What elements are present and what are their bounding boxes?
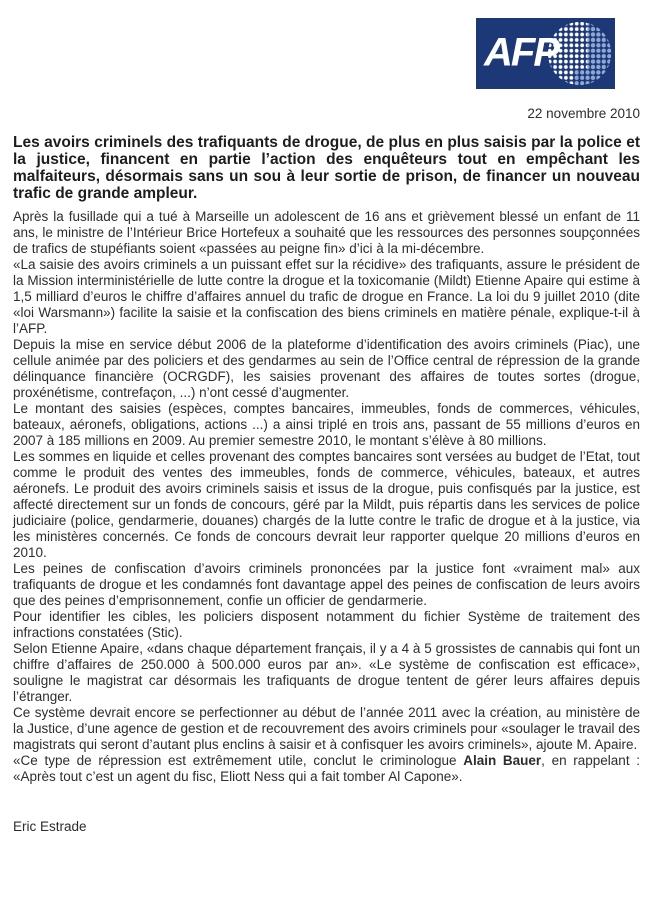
article-body xyxy=(13,209,640,785)
paragraph xyxy=(13,209,640,257)
text-segment: Le montant des saisies (espèces, comptes bancaires, immeubles, fonds de commerces, véhicules, bateaux, aéronefs, obligations, actions ...) a ainsi triplé en trois ans, passant de 55 millions d’euros en 2007 à 185 millions en 2009. Au premier semestre 2010, le montant s’élève à 80 millions. xyxy=(13,401,640,448)
text-segment: Les peines de confiscation d’avoirs criminels prononcées par la justice font «vraiment mal» aux trafiquants de drogue et les condamnés font davantage appel des peines de confiscation de leurs avoirs que des peines d’emprisonnement, confie un officier de gendarmerie. xyxy=(13,561,640,608)
paragraph xyxy=(13,257,640,337)
text-segment: Après la fusillade qui a tué à Marseille un adolescent de 16 ans et grièvement blessé un enfant de 11 ans, le ministre de l’Intérieur Brice Hortefeux a souhaité que les ressources des personnes soupçonnées de trafics de stupéfiants soient «passées au peigne fin» d’ici à la mi-décembre. xyxy=(13,209,640,256)
text-segment: Selon Etienne Apaire, «dans chaque département français, il y a 4 à 5 grossistes de cannabis qui font un chiffre d’affaires de 250.000 à 500.000 euros par an». «Le système de confiscation est efficace», souligne le magistrat car désormais les trafiquants de drogue tentent de gérer leurs affaires depuis l’étranger. xyxy=(13,641,640,704)
header xyxy=(13,18,640,121)
article-headline: Les avoirs criminels des trafiquants de drogue, de plus en plus saisis par la police et la justice, financent en partie l’action des enquêteurs tout en empêchant les malfaiteurs, désormais sans un sou à leur sortie de prison, de financer un nouveau trafic de grande ampleur. xyxy=(13,134,640,202)
paragraph xyxy=(13,337,640,401)
paragraph xyxy=(13,641,640,705)
document-date: 22 novembre 2010 xyxy=(527,106,640,121)
paragraph xyxy=(13,401,640,449)
afp-logo-text: AFP xyxy=(484,29,558,74)
text-segment: Les sommes en liquide et celles provenant des comptes bancaires sont versées au budget de l’Etat, tout comme le produit des ventes des immeubles, fonds de commerce, véhicules, bateaux, et autres aéronefs. Le produit des avoirs criminels saisis et issus de la drogue, puis confisqués par la justice, est affecté directement sur un fonds de concours, géré par la Mildt, puis répartis dans les services de police judiciaire (police, gendarmerie, douanes) chargés de la lutte contre le trafic de drogue et à la justice, via les ministères concernés. Ce fonds de concours devrait leur rapporter quelque 20 millions d’euros en 2010. xyxy=(13,449,640,560)
author-byline: Eric Estrade xyxy=(13,819,87,834)
paragraph xyxy=(13,609,640,641)
text-segment: «Ce type de répression est extrêmement utile, conclut le criminologue xyxy=(13,753,464,768)
paragraph xyxy=(13,753,640,785)
text-segment: , en rappelant : «Après tout c’est un agent du fisc, Eliott Ness qui a fait tomber Al Capone». xyxy=(13,753,640,784)
text-segment: Pour identifier les cibles, les policiers disposent notamment du fichier Système de traitement des infractions constatées (Stic). xyxy=(13,609,640,640)
paragraph xyxy=(13,561,640,609)
text-segment: «La saisie des avoirs criminels a un puissant effet sur la récidive» des trafiquants, assure le président de la Mission interministérielle de lutte contre la drogue et la toxicomanie (Mildt) Etienne Apaire qui estime à 1,5 milliard d’euros le chiffre d’affaires annuel du trafic de drogue en France. La loi du 9 juillet 2010 (dite «loi Warsmann») facilite la saisie et la confiscation des biens criminels en matière pénale, explique-t-il à l’AFP. xyxy=(13,257,640,336)
bold-text: Alain Bauer xyxy=(463,753,542,768)
text-segment: Ce système devrait encore se perfectionner au début de l’année 2011 avec la création, au ministère de la Justice, d’une agence de gestion et de recouvrement des avoirs criminels pour «soulager le travail des magistrats qui seront d’autant plus enclins à saisir et à confisquer les avoirs criminels», ajoute M. Apaire. xyxy=(13,705,640,752)
paragraph xyxy=(13,449,640,561)
paragraph xyxy=(13,705,640,753)
afp-logo xyxy=(476,18,615,89)
text-segment: Depuis la mise en service début 2006 de la plateforme d’identification des avoirs criminels (Piac), une cellule animée par des policiers et des gendarmes au sein de l’Office central de répression de la grande délinquance financière (OCRGDF), les saisies provenant des affaires de toutes sortes (drogue, proxénétisme, contrefaçon, ...) n’ont cessé d’augmenter. xyxy=(13,337,640,400)
